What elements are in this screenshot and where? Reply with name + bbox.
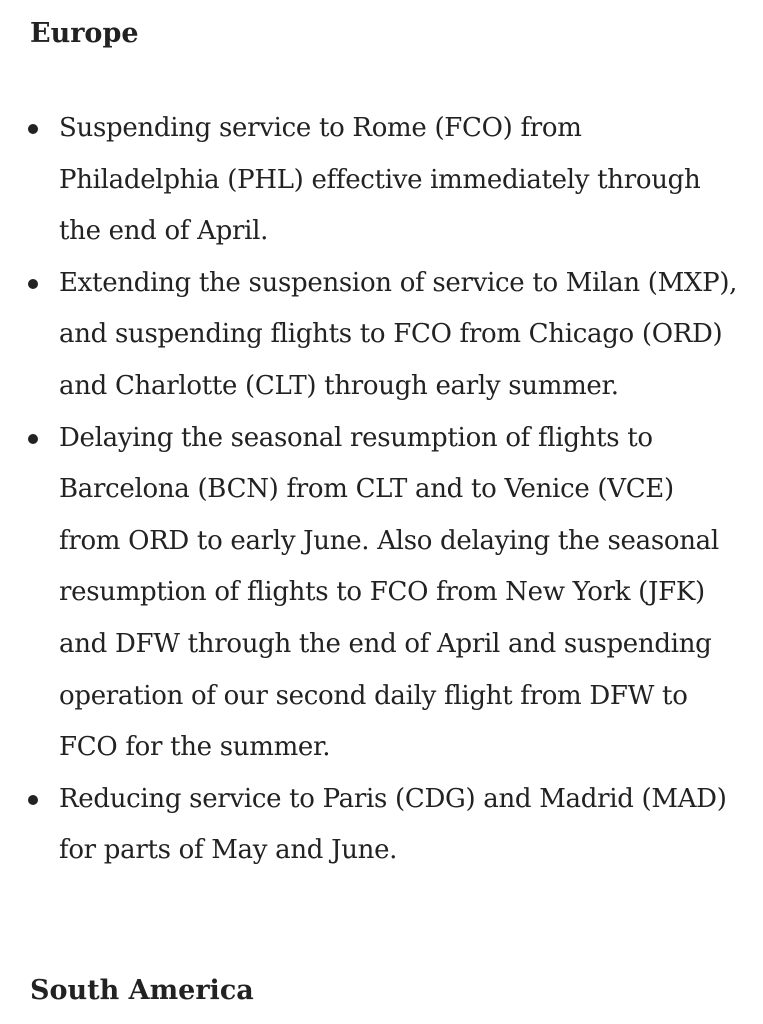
bullet-icon bbox=[28, 279, 38, 289]
list-item-text: Reducing service to Paris (CDG) and Madrid (MAD) for parts of May and June. bbox=[59, 783, 727, 866]
bullet-icon bbox=[28, 795, 38, 805]
bullet-icon bbox=[28, 124, 38, 134]
europe-heading: Europe bbox=[30, 18, 139, 49]
list-item bbox=[0, 103, 740, 258]
list-item-text: Delaying the seasonal resumption of flights to Barcelona (BCN) from CLT and to Venice (VCE) from ORD to early June. Also delaying the seasonal resumption of flights to FCO from New York (JFK) and DFW through the end of April and suspending operation of our second daily flight from DFW to FCO for the summer. bbox=[59, 422, 719, 763]
list-item bbox=[0, 258, 740, 413]
south-america-heading: South America bbox=[30, 975, 254, 1006]
list-item-text: Extending the suspension of service to Milan (MXP), and suspending flights to FCO from Chicago (ORD) and Charlotte (CLT) through early summer. bbox=[59, 267, 738, 401]
bullet-icon bbox=[28, 434, 38, 444]
europe-bullet-list bbox=[0, 103, 740, 877]
list-item-text: Suspending service to Rome (FCO) from Philadelphia (PHL) effective immediately through the end of April. bbox=[59, 113, 701, 247]
list-item bbox=[0, 774, 740, 877]
list-item bbox=[0, 413, 740, 774]
